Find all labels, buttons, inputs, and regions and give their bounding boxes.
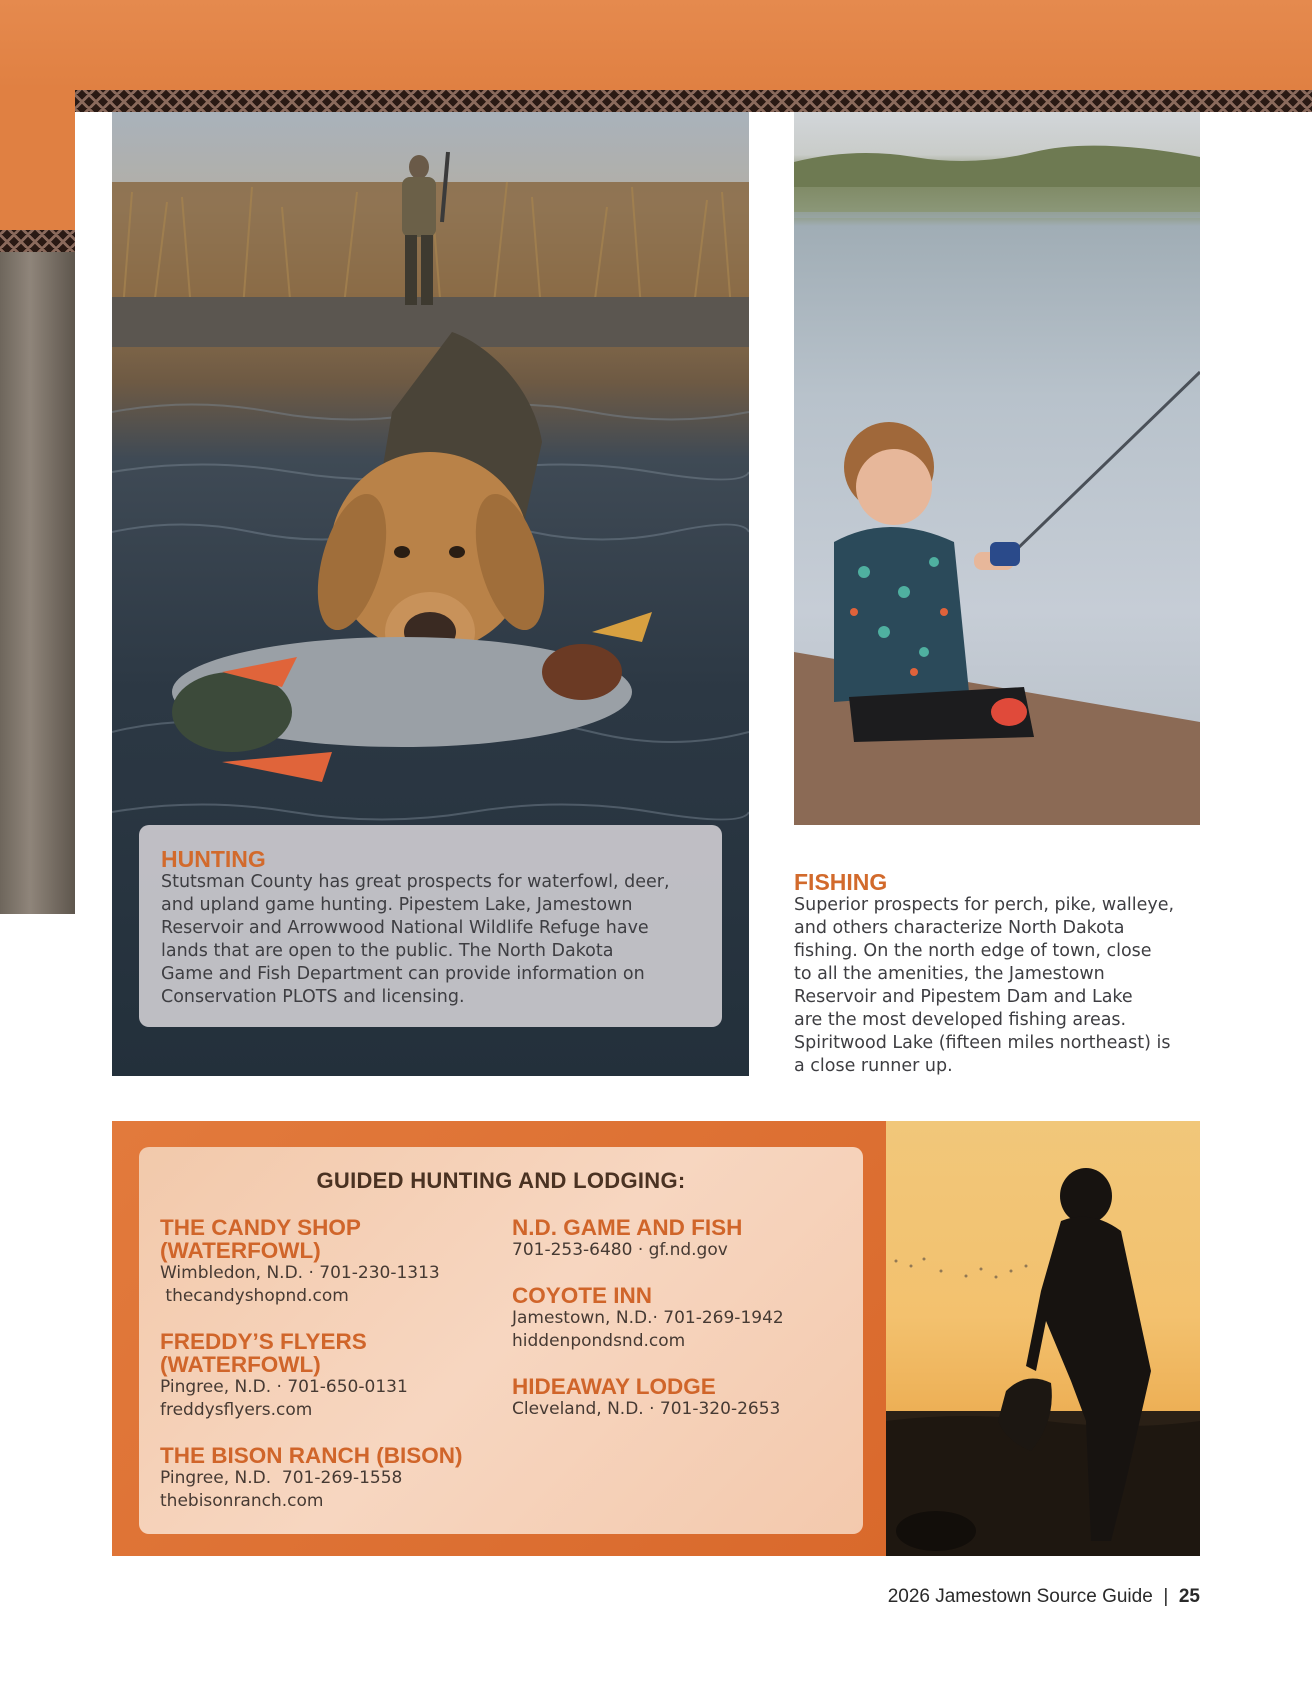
entry-name: FREDDY’S FLYERS xyxy=(160,1329,367,1354)
entry-name: COYOTE INN xyxy=(512,1283,653,1308)
entry-name: THE BISON RANCH (BISON) xyxy=(160,1443,463,1468)
entry-detail: Pingree, N.D. 701-269-1558 xyxy=(160,1468,403,1488)
entry-website[interactable]: thecandyshopnd.com xyxy=(160,1286,349,1306)
page-footer xyxy=(888,1586,1200,1608)
entry-name: (WATERFOWL) xyxy=(160,1352,321,1377)
entry-detail: Cleveland, N.D. · 701-320-2653 xyxy=(512,1399,781,1419)
fishing-body xyxy=(794,894,1204,1078)
entry-name: THE CANDY SHOP xyxy=(160,1215,361,1240)
guided-entry xyxy=(512,1284,852,1353)
sunset-photo-illustration xyxy=(886,1121,1200,1556)
entry-detail: Jamestown, N.D.· 701-269-1942 xyxy=(512,1308,784,1328)
fishing-photo-illustration xyxy=(794,112,1200,825)
entry-name: (WATERFOWL) xyxy=(160,1238,321,1263)
fishing-line: Spiritwood Lake (fifteen miles northeast) is xyxy=(794,1033,1171,1053)
guided-title: GUIDED HUNTING AND LODGING: xyxy=(316,1168,686,1193)
fishing-line: to all the amenities, the Jamestown xyxy=(794,964,1105,984)
entry-name: N.D. GAME AND FISH xyxy=(512,1215,743,1240)
fishing-text xyxy=(794,870,1204,1078)
sunset-hunter-photo xyxy=(886,1121,1200,1556)
top-decorative-band xyxy=(0,0,1312,90)
publication-title: 2026 Jamestown Source Guide xyxy=(887,1586,1153,1607)
entry-detail: Wimbledon, N.D. · 701-230-1313 xyxy=(160,1263,440,1283)
hunting-line: and upland game hunting. Pipestem Lake, Jamestown xyxy=(161,895,633,915)
hunting-body xyxy=(161,871,706,1009)
guided-entry xyxy=(160,1216,500,1308)
page-number: 25 xyxy=(1178,1586,1200,1607)
entry-detail: Pingree, N.D. · 701-650-0131 xyxy=(160,1377,408,1397)
fishing-line: Superior prospects for perch, pike, walleye, xyxy=(794,895,1175,915)
fishing-line: are the most developed fishing areas. xyxy=(794,1010,1127,1030)
guided-right-column xyxy=(512,1216,852,1443)
left-decorative-band xyxy=(0,90,75,230)
guided-entry xyxy=(160,1330,500,1422)
fishing-line: fishing. On the north edge of town, close xyxy=(794,941,1152,961)
footer-separator: | xyxy=(1163,1586,1169,1607)
fishing-line: and others characterize North Dakota xyxy=(794,918,1125,938)
left-edge-photo xyxy=(0,252,75,914)
entry-website[interactable]: freddysflyers.com xyxy=(160,1400,313,1420)
guided-entry xyxy=(512,1375,852,1421)
hunting-line: Conservation PLOTS and licensing. xyxy=(161,987,465,1007)
top-pattern-strip xyxy=(75,90,1312,112)
guided-entry xyxy=(512,1216,852,1262)
hunting-line: lands that are open to the public. The North Dakota xyxy=(161,941,614,961)
guided-entry xyxy=(160,1444,500,1513)
entry-website[interactable]: hiddenpondsnd.com xyxy=(512,1331,686,1351)
guided-left-column xyxy=(160,1216,500,1535)
hunting-line: Reservoir and Arrowwood National Wildlife Refuge have xyxy=(161,918,649,938)
hunting-line: Stutsman County has great prospects for waterfowl, deer, xyxy=(161,872,670,892)
fishing-heading: FISHING xyxy=(794,869,888,895)
entry-detail: 701-253-6480 · gf.nd.gov xyxy=(512,1240,728,1260)
fishing-photo xyxy=(794,112,1200,825)
entry-website[interactable]: thebisonranch.com xyxy=(160,1491,324,1511)
left-pattern-strip xyxy=(0,230,75,252)
entry-name: HIDEAWAY LODGE xyxy=(512,1374,716,1399)
fishing-line: Reservoir and Pipestem Dam and Lake xyxy=(794,987,1133,1007)
hunting-line: Game and Fish Department can provide information on xyxy=(161,964,645,984)
hunting-text-box xyxy=(139,825,722,1027)
fishing-line: a close runner up. xyxy=(794,1056,953,1076)
hunting-heading: HUNTING xyxy=(161,846,266,872)
